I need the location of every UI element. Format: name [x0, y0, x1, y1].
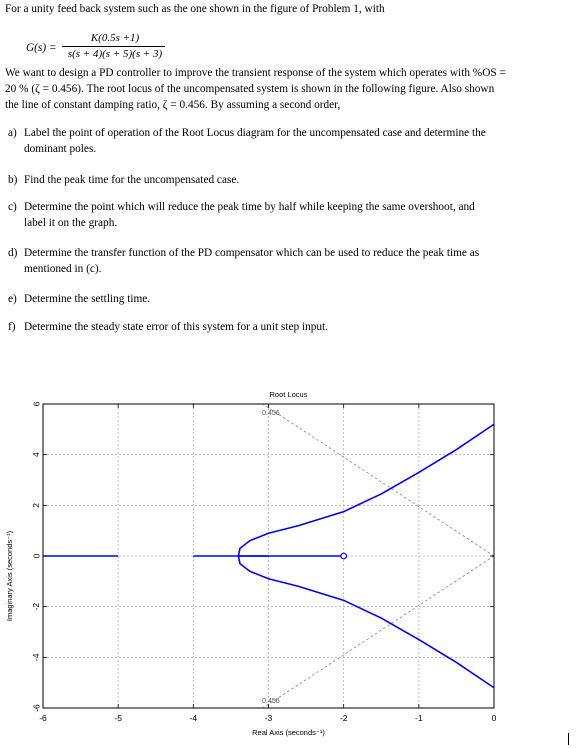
question-text: Determine the point which will reduce the peak time by half while keeping the same overshoot, and — [24, 201, 475, 213]
question-label: d) — [8, 247, 18, 259]
chart-title: Root Locus — [269, 390, 308, 399]
x-tick-label: -3 — [264, 713, 273, 723]
question-text: Determine the steady state error of this system for a unit step input. — [24, 321, 328, 333]
question-text: Determine the settling time. — [24, 293, 151, 305]
y-tick-label: 6 — [31, 401, 42, 407]
question-label: a) — [8, 127, 17, 139]
question-text: mentioned in (c). — [24, 263, 102, 275]
x-tick-label: -5 — [114, 713, 122, 723]
x-axis-label: Real Axis (seconds⁻¹) — [252, 728, 325, 737]
tf-denominator: s(s + 4)(s + 5)(s + 3) — [67, 48, 163, 60]
tf-lhs: G(s) = — [26, 42, 57, 54]
question-text: Find the peak time for the uncompensated case. — [24, 174, 240, 186]
question-label: e) — [8, 293, 17, 305]
question-label: b) — [8, 174, 18, 186]
paragraph-line-2: 20 % (ζ = 0.456). The root locus of the uncompensated system is shown in the following figure. Also shown — [5, 83, 495, 95]
root-locus-chart — [0, 384, 586, 746]
zero-marker — [341, 553, 347, 559]
tf-fraction-bar — [62, 46, 165, 47]
paragraph-line-1: We want to design a PD controller to improve the transient response of the system which operates with %OS = — [5, 67, 506, 79]
damping-ratio-line — [263, 556, 494, 708]
root-locus-branch — [238, 556, 494, 688]
question-text: Determine the transfer function of the PD compensator which can be used to reduce the peak time as — [24, 247, 480, 259]
y-axis-label: Imaginary Axis (seconds⁻¹) — [5, 530, 14, 622]
root-locus-branch — [238, 424, 494, 556]
problem-paragraph — [5, 65, 571, 113]
question-text: Label the point of operation of the Root Locus diagram for the uncompensated case and determine the — [24, 127, 486, 139]
x-tick-label: -1 — [415, 713, 423, 723]
question-label: f) — [8, 321, 16, 333]
x-tick-label: 0 — [491, 713, 497, 723]
x-tick-label: -6 — [39, 713, 47, 723]
damping-label-bottom: 0.456 — [262, 698, 280, 705]
x-tick-label: -2 — [339, 713, 348, 723]
damping-label-top: 0.456 — [262, 410, 280, 417]
damping-ratio-line — [263, 404, 494, 556]
text-cursor — [568, 733, 569, 745]
intro-text: For a unity feed back system such as the one shown in the figure of Problem 1, with — [5, 3, 385, 15]
question-label: c) — [8, 201, 17, 213]
question-text: label it on the graph. — [24, 217, 118, 229]
x-tick-label: -4 — [189, 713, 198, 723]
y-tick-label: 4 — [31, 452, 42, 458]
y-tick-label: -4 — [31, 653, 42, 662]
y-tick-label: -6 — [31, 704, 42, 712]
tf-numerator: K(0.5s +1) — [90, 32, 140, 44]
question-text: dominant poles. — [24, 143, 97, 155]
y-tick-label: 2 — [31, 502, 42, 508]
paragraph-line-3: the line of constant damping ratio, ζ = 0.456. By assuming a second order, — [5, 99, 341, 111]
y-tick-label: 0 — [31, 553, 42, 559]
y-tick-label: -2 — [31, 602, 42, 611]
